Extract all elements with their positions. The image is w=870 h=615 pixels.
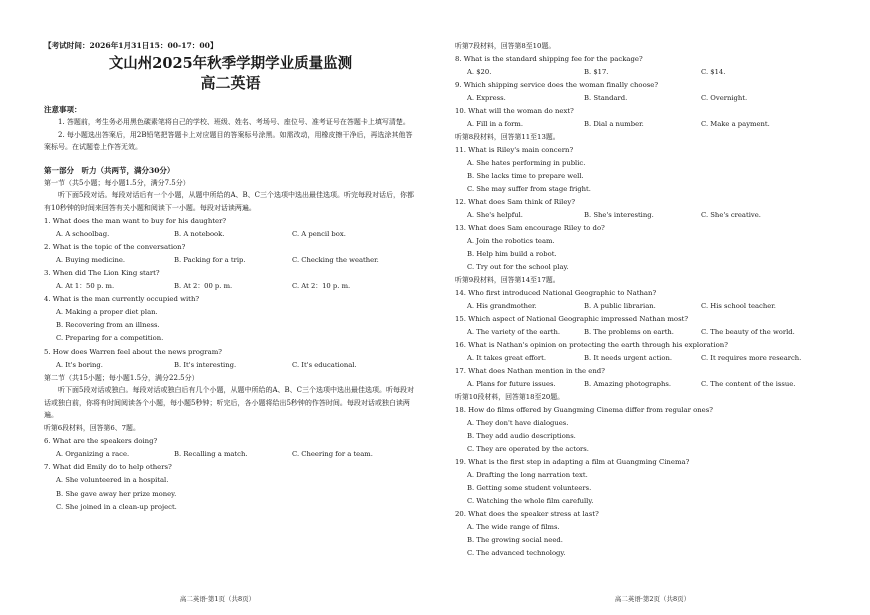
option: B. Recalling a match.: [174, 450, 248, 459]
option: C. The content of the issue.: [701, 380, 796, 388]
question-13: 13. What does Sam encourage Riley to do?: [455, 224, 605, 232]
option: B. Getting some student volunteers.: [467, 484, 592, 492]
option: C. It requires more research.: [701, 354, 802, 362]
question-12-options: [455, 209, 840, 222]
option: B. She lacks time to prepare well.: [467, 172, 584, 180]
listen-instruction: 听第8段材料，回答第11至13题。: [455, 133, 560, 141]
option: C. She's creative.: [701, 211, 761, 219]
option: C. Try out for the school play.: [467, 263, 569, 271]
option: C. His school teacher.: [701, 302, 776, 310]
option: B. Amazing photographs.: [584, 380, 672, 388]
option: C. She may suffer from stage fright.: [467, 185, 591, 193]
section2-instructions: 听下面5段对话或独白。每段对话或独白后有几个小题，从题中所给的A、B、C三个选项中选出最佳选项。听每段对话或独白前，你将有时间阅读各个小题，每小题5秒钟；听完后，各小题将给出5秒钟的作答时间。每段对话或独白读两遍。: [44, 386, 415, 420]
question-1-options: [44, 228, 417, 241]
option: B. Dial a number.: [584, 120, 644, 128]
option: A. The variety of the earth.: [467, 328, 561, 336]
question-2: 2. What is the topic of the conversation?: [44, 242, 186, 251]
question-8: 8. What is the standard shipping fee for the package?: [455, 55, 643, 63]
listen-instruction: 听第9段材料，回答第14至17题。: [455, 276, 560, 284]
notes-heading: 注意事项：: [44, 105, 82, 114]
option: C. A pencil box.: [292, 229, 346, 238]
question-3: 3. When did The Lion King start?: [44, 268, 160, 277]
option: B. A notebook.: [174, 229, 225, 238]
question-2-options: [44, 254, 417, 267]
option: A. A schoolbag.: [56, 229, 110, 238]
option: B. Help him build a robot.: [467, 250, 557, 258]
option: B. A public librarian.: [584, 302, 656, 310]
question-15: 15. Which aspect of National Geographic impressed Nathan most?: [455, 315, 689, 323]
option: C. The advanced technology.: [467, 549, 566, 557]
question-6: 6. What are the speakers doing?: [44, 437, 158, 446]
option: B. The problems on earth.: [584, 328, 674, 336]
option: A. Join the robotics team.: [467, 237, 555, 245]
question-5: 5. How does Warren feel about the news program?: [44, 347, 222, 356]
page-right: [435, 0, 870, 615]
exam-subject: 高二英语: [200, 74, 261, 92]
question-4: 4. What is the man currently occupied with?: [44, 295, 200, 304]
note-2: 2. 每小题选出答案后，用2B铅笔把答题卡上对应题目的答案标号涂黑。如需改动，用橡皮擦干净后，再选涂其他答案标号。在试题卷上作答无效。: [44, 130, 413, 152]
option: B. Standard.: [584, 94, 628, 102]
exam-title: 文山州2025年秋季学期学业质量监测: [108, 55, 353, 72]
question-1: 1. What does the man want to buy for his daughter?: [44, 216, 227, 225]
question-12: 12. What does Sam think of Riley?: [455, 198, 576, 206]
option: A. The wide range of films.: [467, 523, 560, 531]
option: B. $17.: [584, 68, 609, 76]
option: A. She hates performing in public.: [467, 159, 586, 167]
question-17-options: [455, 378, 840, 391]
page-footer: 高二英语·第1页（共8页）: [179, 595, 256, 603]
listen-instruction: 听第7段材料，回答第8至10题。: [455, 42, 556, 50]
option: A. It's boring.: [56, 360, 103, 369]
option: B. Packing for a trip.: [174, 255, 246, 264]
option: C. Cheering for a team.: [292, 450, 373, 459]
option: A. They don't have dialogues.: [467, 419, 569, 427]
option: B. She gave away her prize money.: [56, 489, 177, 498]
option: A. Buying medicine.: [56, 255, 126, 264]
question-16-options: [455, 352, 840, 365]
option: A. She's helpful.: [467, 211, 523, 219]
listen-instruction: 听第10段材料，回答第18至20题。: [455, 393, 564, 401]
option: C. The beauty of the world.: [701, 328, 795, 336]
exam-time: 【考试时间：2026年1月31日15：00-17：00】: [44, 41, 218, 50]
question-3-options: [44, 280, 417, 293]
question-19: 19. What is the first step in adapting a film at Guangming Cinema?: [455, 458, 690, 466]
part1-heading: 第一部分 听力（共两节，满分30分）: [44, 165, 175, 175]
option: C. They are operated by the actors.: [467, 445, 589, 453]
question-10: 10. What will the woman do next?: [455, 107, 574, 115]
option: B. She's interesting.: [584, 211, 654, 219]
option: A. It takes great effort.: [467, 354, 547, 362]
question-11: 11. What is Riley's main concern?: [455, 146, 574, 154]
question-5-options: [44, 359, 417, 372]
listen-instruction: 听第6段材料，回答第6、7题。: [44, 424, 140, 433]
question-9: 9. Which shipping service does the woman finally choose?: [455, 81, 659, 89]
question-10-options: [455, 118, 840, 131]
note-1: 1. 答题前，考生务必用黑色碳素笔将自己的学校、班级、姓名、考场号、座位号、准考证号在答题卡上填写清楚。: [58, 118, 410, 126]
question-17: 17. What does Nathan mention in the end?: [455, 367, 605, 375]
section1-heading: 第一节（共5小题；每小题1.5分，满分7.5分）: [44, 178, 190, 187]
page-footer: 高二英语·第2页（共8页）: [614, 595, 691, 603]
question-8-options: [455, 66, 840, 79]
option: A. $20.: [467, 68, 492, 76]
option: A. Plans for future issues.: [467, 380, 556, 388]
option: A. Drafting the long narration text.: [467, 471, 588, 479]
option: C. She joined in a clean-up project.: [56, 502, 177, 511]
question-6-options: [44, 448, 417, 461]
option: A. At 1：50 p. m.: [56, 282, 115, 291]
option: B. It's interesting.: [174, 360, 237, 369]
section1-instructions: 听下面5段对话。每段对话后有一个小题，从题中所给的A、B、C三个选项中选出最佳选项。听完每段对话后，你都有10秒钟的时间来回答有关小题和阅读下一小题。每段对话读两遍。: [44, 191, 415, 212]
option: B. Recovering from an illness.: [56, 321, 160, 330]
option: C. At 2：10 p. m.: [292, 282, 351, 291]
question-20: 20. What does the speaker stress at last?: [455, 510, 599, 518]
option: A. Organizing a race.: [56, 450, 130, 459]
option: C. $14.: [701, 68, 726, 76]
question-18: 18. How do films offered by Guangming Cinema differ from regular ones?: [455, 406, 713, 414]
option: B. It needs urgent action.: [584, 354, 672, 362]
option: B. They add audio descriptions.: [467, 432, 576, 440]
question-7: 7. What did Emily do to help others?: [44, 463, 172, 472]
option: A. Fill in a form.: [467, 120, 524, 128]
option: C. Watching the whole film carefully.: [467, 497, 594, 505]
option: C. Overnight.: [701, 94, 748, 102]
question-14: 14. Who first introduced National Geographic to Nathan?: [455, 289, 657, 297]
section2-heading: 第二节（共15小题；每小题1.5分，满分22.5分）: [44, 373, 199, 382]
option: B. The growing social need.: [467, 536, 563, 544]
option: C. It's educational.: [292, 360, 357, 369]
option: A. Making a proper diet plan.: [56, 308, 158, 317]
option: A. Express.: [467, 94, 506, 102]
option: A. His grandmother.: [467, 302, 537, 310]
question-15-options: [455, 326, 840, 339]
option: C. Preparing for a competition.: [56, 334, 164, 343]
option: B. At 2：00 p. m.: [174, 282, 233, 291]
option: C. Checking the weather.: [292, 255, 379, 264]
option: C. Make a payment.: [701, 120, 770, 128]
option: A. She volunteered in a hospital.: [56, 476, 169, 485]
question-16: 16. What is Nathan's opinion on protecting the earth through his exploration?: [455, 341, 728, 349]
question-14-options: [455, 300, 840, 313]
question-9-options: [455, 92, 840, 105]
